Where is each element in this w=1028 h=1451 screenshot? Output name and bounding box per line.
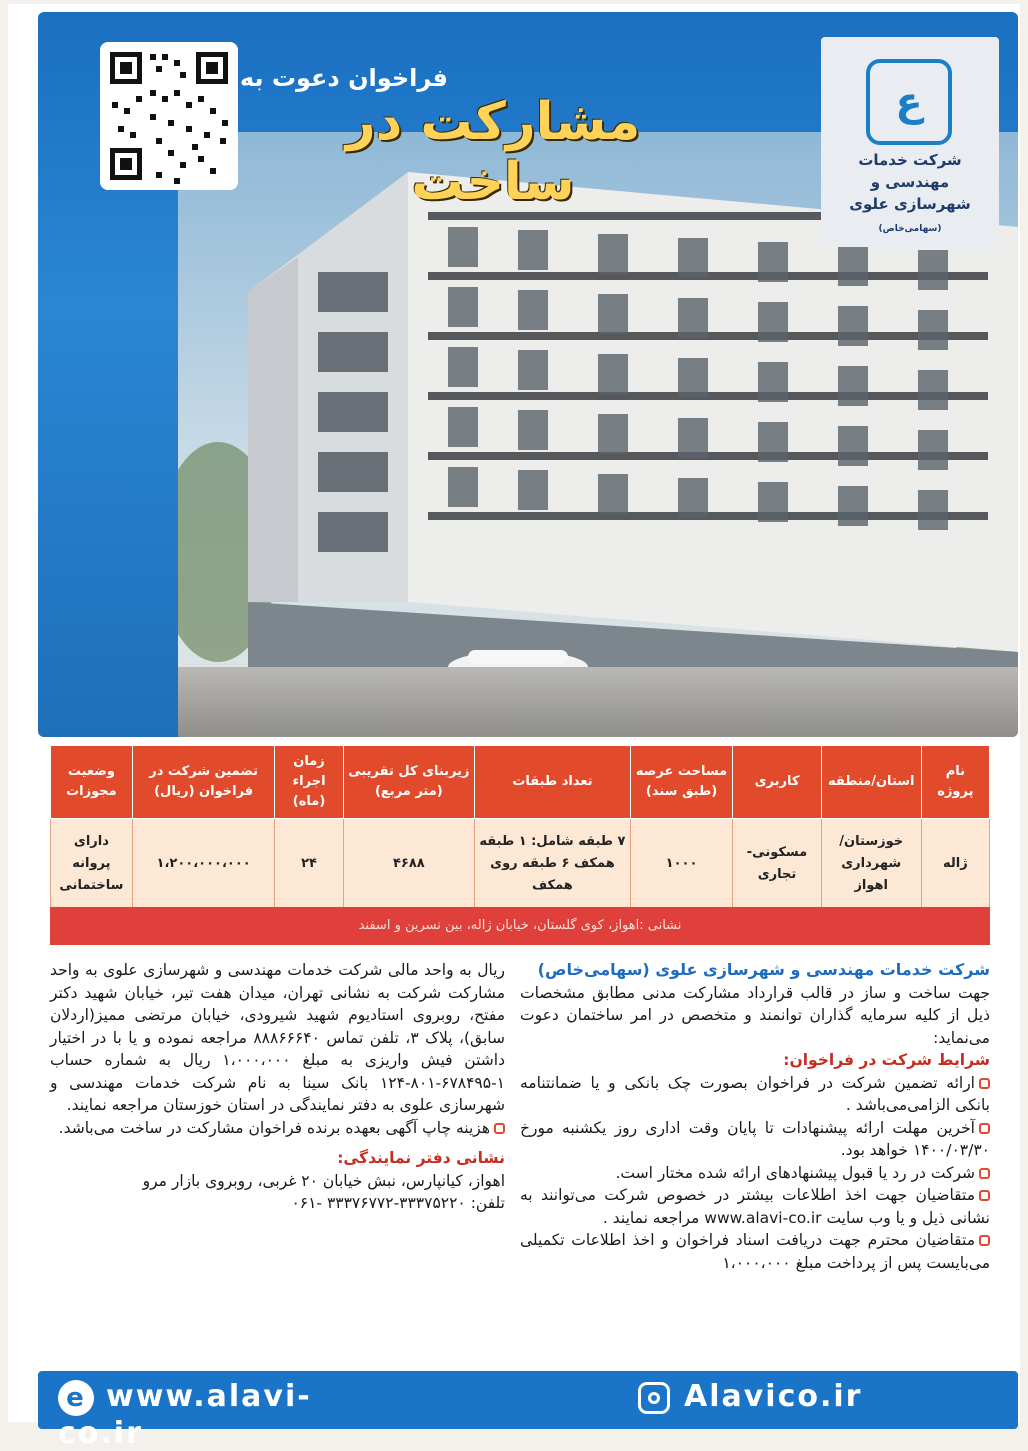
table-cell: ۲۴: [275, 819, 343, 910]
logo-company-line2: [825, 193, 995, 240]
logo-company-name: [825, 149, 995, 240]
bullet-icon: [979, 1123, 990, 1134]
office-title: نشانی دفتر نمایندگی:: [337, 1149, 505, 1167]
intro-text: جهت ساخت و ساز در قالب قرارداد مشارکت مدنی مطابق مشخصات ذیل از کلیه سرمایه گذاران توانمند و متخصص در امر ساختمان دعوت می‌نماید:: [520, 983, 990, 1047]
condition-text: متقاضیان محترم جهت دریافت اسناد فراخوان و اخذ اطلاعات تکمیلی می‌بایست پس از پرداخت مبلغ ۱،۰۰۰،۰۰۰: [520, 1231, 990, 1272]
office-phone: تلفن: ۳۳۳۷۵۲۲۰-۳۳۳۷۶۷۷۲ -۰۶۱: [291, 1194, 505, 1212]
logo-company-line1: شرکت خدمات مهندسی و: [858, 151, 962, 191]
table-cell: ۱۰۰۰: [630, 819, 733, 910]
condition-item: [50, 1117, 505, 1140]
condition-item: [520, 1229, 990, 1274]
qr-code[interactable]: [100, 42, 238, 190]
table-row: [51, 819, 990, 910]
table-cell: ۴۶۸۸: [343, 819, 475, 910]
hero-banner: [38, 12, 1018, 737]
condition-text: متقاضیان جهت اخذ اطلاعات بیشتر در خصوص شرکت می‌توانند به نشانی ذیل و یا وب سایت www.alavi-co.ir مراجعه نمایند .: [520, 1186, 990, 1227]
table-cell: ژاله: [921, 819, 989, 910]
advertisement-page: [8, 4, 1020, 1451]
title-small: فراخوان دعوت به: [239, 64, 448, 92]
table-header: مساحت عرصه (طبق سند): [630, 746, 733, 819]
company-logo-icon: ع: [866, 59, 952, 145]
condition-item: [520, 1117, 990, 1162]
instagram-icon: [638, 1382, 670, 1414]
table-cell: ۷ طبقه شامل: ۱ طبقه همکف ۶ طبقه روی همکف: [475, 819, 631, 910]
condition-item: [520, 1162, 990, 1185]
table-header: وضعیت مجوزات: [51, 746, 133, 819]
logo-company-tag: (سهامی‌خاص): [878, 224, 942, 234]
footer-instagram-text: Alavico.ir: [684, 1379, 863, 1414]
street: [178, 667, 1018, 737]
condition-text: هزینه چاپ آگهی بعهده برنده فراخوان مشارکت در ساخت می‌باشد.: [58, 1118, 490, 1137]
condition-item: [520, 1184, 990, 1229]
project-table: [50, 745, 990, 910]
qr-code-icon: [100, 42, 238, 190]
office-address: اهواز، کیانپارس، نبش خیابان ۲۰ غربی، روبروی بازار مرو: [142, 1171, 505, 1190]
table-cell: خوزستان/ شهرداری اهواز: [821, 819, 921, 910]
project-address-bar: نشانی :اهواز، کوی گلستان، خیابان ژاله، بین نسرین و اسفند: [50, 907, 990, 945]
table-cell: دارای پروانه ساختمانی: [51, 819, 133, 910]
right-column: [520, 959, 990, 1274]
logo-company-line2-text: شهرسازی علوی: [849, 195, 971, 213]
page-title: مشارکت در ساخت: [345, 92, 641, 212]
company-heading: شرکت خدمات مهندسی و شهرسازی علوی (سهامی‌خاص): [537, 960, 990, 979]
condition-item: [520, 1072, 990, 1117]
company-logo-box: [821, 37, 999, 247]
condition-text: شرکت در رد یا قبول پیشنهادهای ارائه شده مختار است.: [615, 1163, 975, 1182]
table-cell: مسکونی- تجاری: [733, 819, 821, 910]
table-header: نام پروژه: [921, 746, 989, 819]
table-header: تعداد طبقات: [475, 746, 631, 819]
bullet-icon: [979, 1190, 990, 1201]
condition-text: ارائه تضمین شرکت در فراخوان بصورت چک بانکی و یا ضمانتنامه بانکی الزامی‌می‌باشد .: [520, 1073, 990, 1114]
conditions-title: شرایط شرکت در فراخوان:: [783, 1051, 990, 1069]
bullet-icon: [979, 1078, 990, 1089]
footer-instagram-link[interactable]: [638, 1379, 998, 1421]
table-header-row: [51, 746, 990, 819]
table-header: تضمین شرکت در فراخوان (ریال): [132, 746, 275, 819]
table-header: کاربری: [733, 746, 821, 819]
table-header: استان/منطقه: [821, 746, 921, 819]
payment-text: ریال به واحد مالی شرکت خدمات مهندسی و شهرسازی علوی به واحد مشارکت شرکت به نشانی تهران، میدان هفت تیر، خیابان شهید دکتر مفتح، روبروی استادیوم شهید شیرودی، خیابان مرتضی ممیز(اردلان سابق)، پلاک ۳، تلفن تماس ۸۸۸۶۶۶۴۰ مراجعه نموده و یا با در اختیار داشتن فیش واریزی به مبلغ ۱،۰۰۰،۰۰۰ ریال به شماره حساب ۱-۶۷۸۴۹۵-۸۰۱-۱۲۴ بانک سینا به نام شرکت خدمات مهندسی و شهرسازی علوی به دفتر نمایندگی در استان خوزستان مراجعه نمایند.: [50, 961, 505, 1114]
table-cell: ۱،۲۰۰،۰۰۰،۰۰۰: [132, 819, 275, 910]
footer-website-link[interactable]: [58, 1379, 388, 1451]
condition-text: آخرین مهلت ارائه پیشنهادات تا پایان وقت اداری روز یکشنبه مورخ ۱۴۰۰/۰۳/۳۰ خواهد بود.: [520, 1118, 990, 1159]
left-column: [50, 959, 505, 1215]
bullet-icon: [979, 1168, 990, 1179]
table-header: زیربنای کل تقریبی (متر مربع): [343, 746, 475, 819]
table-header: زمان اجراء (ماه): [275, 746, 343, 819]
footer-website-text: www.alavi-co.ir: [58, 1379, 312, 1451]
footer-bar: [38, 1371, 1018, 1451]
browser-icon: e: [58, 1380, 94, 1416]
bullet-icon: [494, 1123, 505, 1134]
bullet-icon: [979, 1235, 990, 1246]
